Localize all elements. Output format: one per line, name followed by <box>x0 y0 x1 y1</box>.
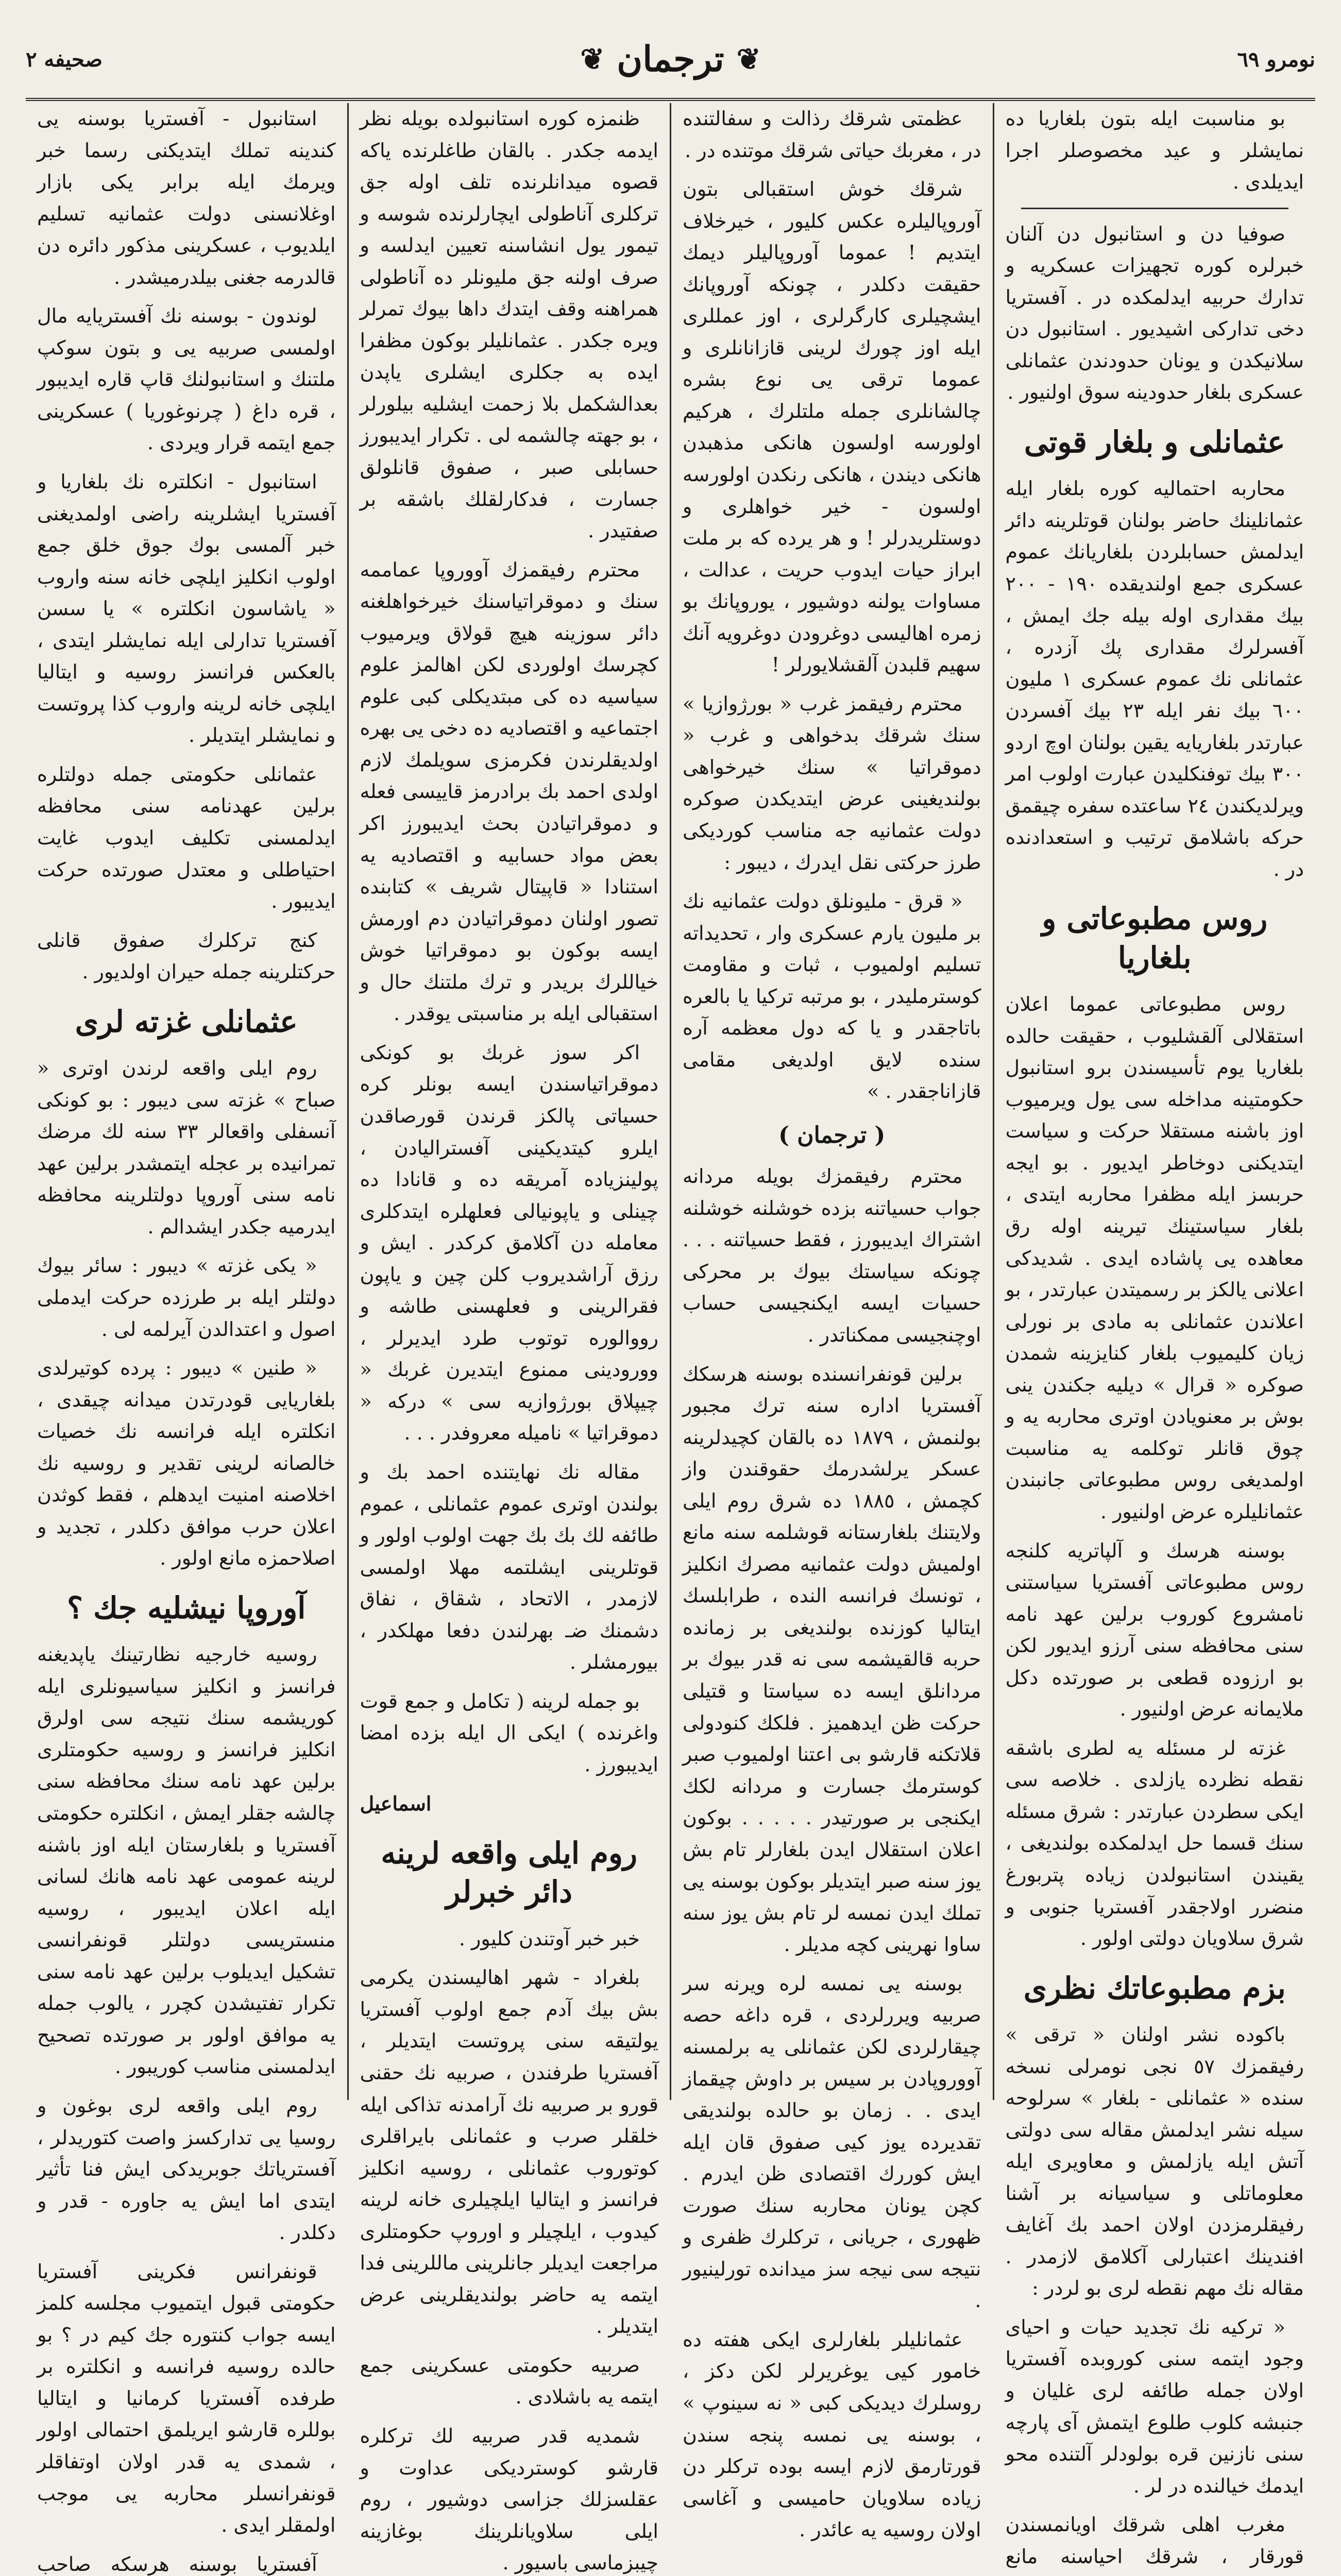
article-paragraph: برلين قونفرانسنده بوسنه هرسكك آفستريا اداره سنه ترك مجبور بولنمش ، ١٨٧٩ ده بالقان كچيدلرينه عسكر يرلشدرمك حقوقندن واز كچمش ، ١٨٨٥ ده شرق روم ايلى ولايتنك بلغارستانه قوشلمه سنه مانع اولميش دولت عثمانيه مصرك انكليز ، تونسك فرانسه النده ، طرابلسك ايتاليا كوزنده بولنديغى بر زمانده حربه قالقيشمه سى نه قدر بيوك بر مردانلق ايسه ده سياستا و قتيلى حركت ظن ايدهميز . فلكك كنودولى قلاتكنه قارشو بى اعتنا اولميوب صبر كوسترمك جسارت و مردانه لكك ايكنجى بر صورتيدر . . . . . بوكون اعلان استقلال ايدن بلغارلر تام بش يوز سنه صبر ايتديلر بوكون بوسنه يى تملك ايدن نمسه لر تام بش يوز سنه ساوا نهرينى كچه مديلر . <box>683 1362 981 1956</box>
article-paragraph: عثمانلى حكومتى جمله دولتلره برلين عهدنامه سنى محافظه ايدلمسنى تكليف ايدوب غايت احتياطلى و معتدل صورتده حركت ايديبور . <box>37 762 336 913</box>
article-paragraph: قونفرانس فكرينى آفستريا حكومتى قبول ايتميوب مجلسه كلمز ايسه جواب كنتوره جك كيم در ؟ بو حالده روسيه فرانسه و انكلتره بر طرفده آفستريا كرمانيا و ايتاليا بوللره قارشو ايريلمق احتمالى اولور ، شمدى يه قدر اولان اوتفاقلر قونفرانسلر محاربه يى موجب اولمقلر ايدى . <box>37 2260 336 2537</box>
column-2 <box>670 103 993 2541</box>
article-heading: عثمانلى غزته لرى <box>75 1004 298 1039</box>
columns-container <box>26 103 1315 2575</box>
masthead <box>26 21 1315 101</box>
article-paragraph: « تركيه نك تجديد حيات و احياى وجود ايتمه سنى كوروبده آفستريا اولان جمله طائفه لرى غليان و جنبشه كلوب طلوع ايتمش آى پارچه سنى نازنين قره بولودلر آلتنده محو ايدمك خيالنده در لر . <box>1005 2315 1304 2497</box>
article-paragraph: خبر خبر آوتندن كليور . <box>459 1927 640 1950</box>
article-paragraph: مغرب اهلى شرقك اويانمسندن قورقار ، شرقك احياسنه مانع <box>1005 2513 1304 2568</box>
masthead-title-group <box>580 39 760 80</box>
article-paragraph: عظمتى شرقك رذالت و سفالتنده در ، مغربك حياتى شرقك موتنده در . <box>683 107 981 162</box>
article-paragraph: محترم رفيقمزك بويله مردانه جواب حسياتنه بزده خوشلنه خوشلنه اشتراك ايديبورز ، فقط حسياتنه . . . چونكه سياستك بيوك بر محركى حسيات ايسه ايكنجيسى حساب اوچنجيسى ممكناتدر . <box>683 1165 981 1346</box>
newspaper-title: ترجمان <box>617 39 724 80</box>
ornament-icon: ❦ <box>580 42 605 76</box>
column-3 <box>347 103 670 2574</box>
article-heading: روس مطبوعاتى و بلغاريا <box>1042 901 1268 975</box>
article-paragraph: عثمانليلر بلغارلرى ايكى هفته ده خامور كيى يوغريرلر لكن دكز ، روسلرك ديديكى كبى « نه سينوپ » ، بوسنه يى نمسه پنجه سندن قورتارمق لازم ايسه بوده تركلر دن زياده سلاويان حاميسى و آغاسى اولان روسيه يه عائدر . <box>683 2328 981 2541</box>
article-paragraph: باكوده نشر اولنان « ترقى » رفيقمزك ٥٧ نجى نومرلى نسخه سنده « عثمانلى - بلغار » سرلوحه سيله نشر ايدلمش مقاله سى دولتى آتش ايله يازلمش و معاويرى ايله معلوماتلى و سياسيانه بر آشنا رفيقلرمزدن اولان احمد بك آغايف افندينك اعتبارلى آكلامق لازمدر . مقاله نك مهم نقطه لرى بو لردر : <box>1005 2023 1304 2300</box>
article-heading: روم ايلى واقعه لرينه دائر خبرلر <box>381 1835 638 1910</box>
ornament-icon: ❦ <box>736 42 761 76</box>
article-heading: بزم مطبوعاتك نظرى <box>1023 1970 1286 2006</box>
article-paragraph: صوفيا دن و استانبول دن آلنان خبرلره كوره تجهيزات عسكريه و تدارك حربيه ايدلمكده در . آفستريا دخى تداركى اشيديور . استانبول دن سلانيكدن و يونان حدودندن عثمانلى عسكرى بلغار حدودينه سوق اولنيور . <box>1005 222 1304 404</box>
article-paragraph: « يكى غزته » ديبور : سائر بيوك دولتلر ايله بر طرزده حركت ايدملى اصول و اعتدالدن آيرلمه لى . <box>37 1254 336 1341</box>
article-paragraph: روسيه خارجيه نظارتينك ياپديغنه فرانسز و انكليز سياسيونلرى ايله كوريشمه سنك نتيجه سى اولرق انكليز فرانسز و روسيه حكومتلرى برلين عهد نامه سنك محافظه سنى چالشه جقلر ايمش ، انكلتره حكومتى آفستريا و بلغارستان ايله اوز باشنه لرينه عمومى عهد نامه هانك لسانى ايله اعلان ايديبور ، روسيه منستريسى دولتلر قونفرانسى تشكيل ايديلوب برلين عهد نامه سنى تكرار تفتيشدن كچرر ، يالوب جمله يه موافق اولور بر صورتده تصحيح ايدلمسنى مناسب كوريبور . <box>37 1643 336 2078</box>
article-heading: عثمانلى و بلغار قوتى <box>1024 424 1285 460</box>
column-4 <box>26 103 347 2575</box>
article-paragraph: صربيه حكومتى عسكرينى جمع ايتمه يه باشلادى . <box>360 2353 658 2409</box>
article-paragraph: « طنين » ديبور : پرده كوتيرلدى بلغاريايى قودرتدن ميدانه چيقدى ، انكلتره ايله فرانسه نك خصيات خالصانه لرينى تقدير و روسيه نك اخلاصنه امنيت ايدهلم ، فقط كوثدن اعلان حرب موافق دكلدر ، تجديد و اصلاحمزه مانع اولور . <box>37 1357 336 1570</box>
article-paragraph: غزته لر مسئله يه لطرى باشقه نقطه نظرده يازلدى . خلاصه سى ايكى سطردن عبارتدر : شرق مسئله سنك قسما حل ايدلمكده بولنديغى ، يقيندن استانبولدن زياده پتربورغ منضرر اولاجقدر آفستريا جنوبى و شرق سلاويان دولتى اولور . <box>1005 1736 1304 1950</box>
article-paragraph: لوندون - بوسنه نك آفستريايه مال اولمسى صربيه يى و بتون سوكپ ملتنك و استانبولنك قاپ قاره ايديبور ، قره داغ ( چرنوغوريا ) عسكرينى جمع ايتمه قرار ويردى . <box>37 304 336 454</box>
article-paragraph: شمديه قدر صربيه لك تركلره قارشو كوسترديكى عداوت و عقلسزلك جزاسى دوشيور ، روم ايلى سلاويانلرينك بوغازينه چيبزماسى باسيور . <box>360 2424 658 2574</box>
issue-number: نومرو ٦٩ <box>1237 47 1315 72</box>
article-paragraph: اكر سوز غربك بو كونكى دموقراتياسندن ايسه بونلر كره حسياتى پالكز قرندن قورصاقدن ايلرو كيتديكينى آفستراليادن ، پولينزياده آمريقه ده و قانادا ده چينلى و ياپونيالى فعلهلره ايتدكلرى معامله دن آكلامق كركدر . ايش و رزق آراشديروب كلن چين و ياپون فقرالرينى و فعلهسنى طاشه و رووالوره توتوب طرد ايديرلر ، وورودينى ممنوع ايتديرن غربك « چيپلاق بورژوازيه سى » دركه « دموقراتيا » ناميله معروفدر . . . <box>360 1041 658 1445</box>
article-paragraph: بو مناسبت ايله بتون بلغاريا ده نمايشلر و عيد مخصوصلر اجرا ايديلدى . <box>1005 107 1304 194</box>
article-paragraph: روس مطبوعاتى عموما اعلان استقلالى آلقشليوب ، حقيقت حالده بلغاريا يوم تأسيسندن برو استانبول حكومتينه مداخله سى يول ويرميوب اوز باشنه مستقلا حركت و سياست ايتديكنى دوخاطر ايديور . بو ايجه حربسز ايله مظفرا محاربه ايتدى ، بلغار سياستينك تيرينه اوله رق معاهده يى پاشاده ايدى . شديدكى اعلانى يالكز بر رسميتدن عبارتدر ، بو اعلاندن عثمانلى به مادى بر نورلى زيان كليميوب بلغار كنايزينه شمدن صوكره « قرال » ديليه جكندن ينى بوش بر معنويادن اوترى محاربه يه و چوق قانلر توكلمه يه مناسبت اولمديغى روس مطبوعاتى جانبندن عثمانليلره عرض اولنيور . <box>1005 993 1304 1523</box>
article-paragraph: روم ايلى واقعه لرى بوغون و روسيا يى تداركسز واصت كتوريدلر ، آفسترياتك جوبريدكى ايش فنا تأثير ايتدى اما ايش يه جاوره - قدر و دكلدر . <box>37 2094 336 2244</box>
article-paragraph: بوسنه هرسك و آلپاتريه كلنجه روس مطبوعاتى آفستريا سياستنى نامشروع كوروب برلين عهد نامه سنى محافظه سنى آرزو ايديور لكن بو ارزوده قطعى بر صورتده دكل ملايمانه عرض اولنيور . <box>1005 1539 1304 1721</box>
article-paragraph: ظنمزه كوره استانبولده بويله نظر ايدمه جكدر . بالقان طاغلرنده ياكه قصوه ميدانلرنده تلف اوله جق تركلرى آناطولى ايچارلرنده شوسه و تيمور يول انشاسنه تعيين ايدلسه و صرف اولنه جق مليونلر ده آناطولى همراهنه وقف ايتدك داها بيوك تمرلر ويره جكدر . عثمانليلر بوكون مظفرا ايده به جكلرى ايشلرى ياپدن بعدالشكمل بلا زحمت ايشليه بيلورلر ، بو جهته چالشمه لى . تكرار ايديبورز حسابلى صبر ، صفوق قانلولق جسارت ، فدكارلقلك باشقه بر صفتيدر . <box>360 107 658 543</box>
article-paragraph: روم ايلى واقعه لرندن اوترى « صباح » غزته سى ديبور : بو كونكى آنسفلى واقعالر ٣٣ سنه لك مرضك تمرانيده بر عجله ايتمشدر برلين عهد نامه سنى آوروپا دولتلرينه محافظه ايدرميه جكدر ايشدالم . <box>37 1057 336 1238</box>
page-number: صحيفه ٢ <box>26 47 103 72</box>
article-paragraph: محترم رفيقمزك آووروپا عماممه سنك و دموقراتياسنك خيرخواهلغنه دائر سوزينه هيچ قولاق ويرميوب كچرسك اولوردى لكن اهالمز علوم سياسيه ده كى مبتديكلى كبى علوم اجتماعيه و اقتصاديه ده دخى يى بهره اولديقلرندن فكرمزى سويلمك لازم اولدى احمد بك برادرمز قاييسى فعله و دموقراتيادن بحث ايديبورز اكر بعض مواد حسابيه و اقتصاديه يه استنادا « قاپيتال شريف » كتابنده تصور اولنان دموقراتيادن دم اورمش ايسه بوكون بو دموقراتيا خوش خياللرك بريدر و ترك ملتنك حال و استقبالى ايله بر مناسبتى يوقدر . <box>360 558 658 1025</box>
article-paragraph: استانبول - انكلتره نك بلغاريا و آفستريا ايشلرينه راضى اولمديغنى خبر آلمسى بوك جوق خلق جمع اولوب انكليز ايلچى خانه سنه واروب « ياشاسون انكلتره » يا سسن آفستريا تدارلى ايله نمايشلر ايتدى ، بالعكس فرانسز روسيه و ايتاليا ايلچى خانه لرينه واروب كذا پروتست و نمايشلر ايتديلر . <box>37 470 336 747</box>
article-paragraph: محاربه احتماليه كوره بلغار ايله عثمانلينك حاضر بولنان قوتلرينه دائر ايدلمش حسابلردن بلغاريانك عموم عسكرى جمع اولنديقده ١٩٠ - ٢٠٠ بيك مقدارى اوله بيله جك ايمش ، آفسرلرك مقدارى پك آزدره ، عثمانلى نك عموم عسكرى ١ مليون ٦٠٠ بيك نفر ايله ٢٣ بيك آفسردن عبارتدر بلغاريايه يقين بولنان اوچ اردو ٣٠٠ بيك توفنكليدن عبارت اولوب امر ويرلديكندن ٢٤ ساعتده سفره چيقمق حركه باشلامق ترتيب و استعدادنده در . <box>1005 477 1304 880</box>
article-paragraph: شرقك خوش استقبالى بتون آوروپاليلره عكس كليور ، خيرخلاف ايتديم ! عموما آوروپاليلر ديمك حقيقت دكلدر ، چونكه آوروپانك ايشچيلرى كارگرلرى ، اوز عمللرى ايله اوز چورك لرينى قازانانلرى و عموما ترقى يى نوع بشره چالشانلرى جمله ملتلرك ، هركيم اولورسه اولسون هانكى مذهبدن هانكى ديندن ، هانكى رنكدن اولورسه اولسون - خير خواهلرى و دوستلريدرلر ! و هر يرده كه بر ملت ابراز حيات ايدوب حريت ، عدالت ، مساوات يولنه دوشيور ، يوروپانك بو زمره اهاليسى دوغرودن دوغرويه آنك سهيم قلبدن آلقشلايورلر ! <box>683 178 981 676</box>
article-paragraph: مقاله نك نهايتنده احمد بك و بولندن اوترى عموم عثمانلى ، عموم طائفه لك بك بك جهت اولوب اولور و قوتلرينى ايشلتمه مهلا اولمسى لازمدر ، الاتحاد ، شقاق ، نفاق دشمنك ضـ بهرلندن دفعا مهلكدر ، بيورمشلر . <box>360 1460 658 1674</box>
article-paragraph: استانبول - آفستريا بوسنه يى كندينه تملك ايتديكنى رسما خبر ويرمك ايله برابر يكى بازار اوغلانسنى دولت عثمانيه تسليم ايلديوب ، عسكرينى مذكور دائره دن قالدرمه جغنى بيلدرميشدر . <box>37 107 336 289</box>
article-heading: آوروپا نيشليه جك ؟ <box>67 1590 306 1625</box>
article-paragraph: محترم رفيقمز غرب « بورژوازيا » سنك شرقك بدخواهى و غرب « دموقراتيا » سنك خيرخواهى بولنديغينى عرض ايتديكدن صوكره دولت عثمانيه جه مناسب كورديكى طرز حركتى نقل ايدرك ، ديبور : <box>683 692 981 874</box>
article-paragraph: بو جمله لرينه ( تكامل و جمع قوت واغرنده ) ايكى ال ايله بزده امضا ايديبورز . <box>360 1689 658 1776</box>
column-1 <box>993 103 1316 2568</box>
author-signature: اسماعيل <box>360 1792 432 1816</box>
article-paragraph: بلغراد - شهر اهاليسندن يكرمى بش بيك آدم جمع اولوب آفستريا يولتيقه سنى پروتست ايتديلر ، آفستريا طرفندن ، صربيه نك حقنى قورو بر صربيه نك آرامدنه تذاكى ايله خلقلر صرب و عثمانلى بايراقلرى كوتوروب عثمانلى ، روسيه انكليز فرانسز و ايتاليا ايلچيلرى خانه لرينه كيدوب ، ايلچيلر و اوروپ حكومتلرى مراجعت ايديلر جانلرينى ماللرينى فدا ايتمه يه حاضر بولنديقلرينى عرض ايتديلر . <box>360 1966 658 2338</box>
section-divider <box>1021 208 1289 209</box>
article-paragraph: بوسنه يى نمسه لره ويرنه سر صربيه ويررلردى ، قره داغه حصه چيقارلردى لكن عثمانلى يه برلمسنه آووروپادن بر سيس بر داوش چيقماز ايدى . . زمان بو حالده بولنديقى تقديرده يوز كيى صفوق قان ايله ايش كوررك اقتصادى ظن ايدرم . كچن يونان محاربه سنك صورت ظهورى ، جريانى ، تركلرك ظفرى و نتيجه سى نيجه سز ميدانده تورلينيور . <box>683 1972 981 2312</box>
article-subheading: ( ترجمان ) <box>778 1122 886 1148</box>
article-paragraph: آفستريا بوسنه هرسكه صاحب <box>37 2552 317 2575</box>
article-paragraph: كنج تركلرك صفوق قانلى حركتلرينه جمله حيران اولديور . <box>37 928 336 984</box>
article-paragraph: « قرق - مليونلق دولت عثمانيه نك بر مليون يارم عسكرى وار ، تحديداته تسليم اولميوب ، ثبات و مقاومت كوسترمليدر ، بو مرتبه تركيا يا بالعره باتاجقدر و يا كه دول معظمه آره سنده لايق اولديغى مقامى قازاناجقدر . » <box>683 890 981 1103</box>
